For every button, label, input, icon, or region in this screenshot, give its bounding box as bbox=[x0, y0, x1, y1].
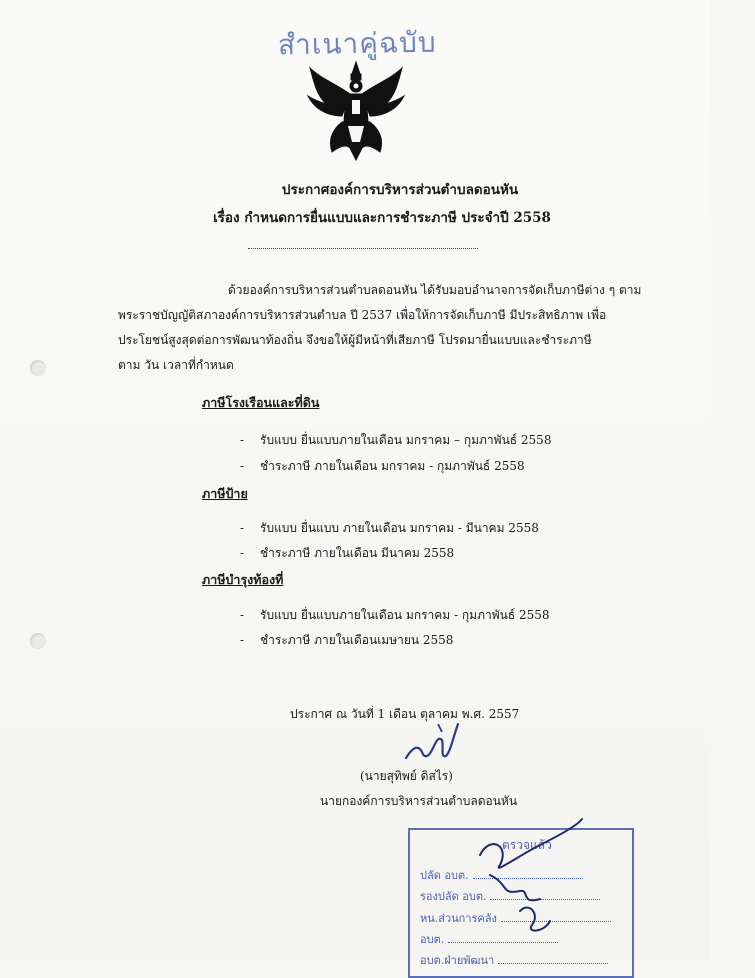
schedule-item: - ชำระภาษี ภายในเดือน มกราคม - กุมภาพันธ์ 2558 bbox=[240, 459, 525, 473]
schedule-item: - รับแบบ ยื่นแบบภายในเดือน มกราคม – กุมภาพันธ์ 2558 bbox=[240, 433, 552, 447]
garuda-emblem-icon bbox=[306, 60, 406, 162]
signatory-position: นายกองค์การบริหารส่วนตำบลดอนหัน bbox=[320, 794, 518, 808]
schedule-item: - รับแบบ ยื่นแบบภายในเดือน มกราคม - กุมภาพันธ์ 2558 bbox=[240, 608, 550, 622]
announcement-date: ประกาศ ณ วันที่ 1 เดือน ตุลาคม พ.ศ. 2557 bbox=[290, 707, 520, 721]
section-heading-property-tax: ภาษีโรงเรือนและที่ดิน bbox=[202, 395, 320, 410]
initials-scribble bbox=[460, 815, 610, 945]
section-heading-signboard-tax: ภาษีป้าย bbox=[202, 486, 248, 501]
approval-row: อบต. bbox=[420, 930, 558, 948]
signatory-name: (นายสุทิพย์ ดิสไร) bbox=[360, 769, 453, 783]
approval-row: รองปลัด อบต. bbox=[420, 887, 600, 905]
copy-stamp: สำเนาคู่ฉบับ bbox=[277, 25, 437, 62]
approval-stamp-heading: ตรวจแล้ว bbox=[502, 838, 552, 852]
announcement-title: ประกาศองค์การบริหารส่วนตำบลดอนหัน bbox=[281, 182, 519, 198]
body-paragraph-line: ประโยชน์สูงสุดต่อการพัฒนาท้องถิ่น จึงขอให้ผู้มีหน้าที่เสียภาษี โปรดมายื่นแบบและชำระภาษี bbox=[118, 333, 592, 347]
punch-hole bbox=[30, 360, 46, 376]
schedule-item: - ชำระภาษี ภายในเดือนเมษายน 2558 bbox=[240, 633, 454, 647]
body-paragraph-line: พระราชบัญญัติสภาองค์การบริหารส่วนตำบล ปี 2537 เพื่อให้การจัดเก็บภาษี มีประสิทธิภาพ เพื่อ bbox=[118, 308, 607, 322]
punch-hole bbox=[30, 633, 46, 649]
dotted-divider bbox=[248, 248, 478, 249]
section-heading-local-maintenance-tax: ภาษีบำรุงท้องที่ bbox=[202, 572, 284, 587]
approval-row: หน.ส่วนการคลัง bbox=[420, 909, 611, 927]
body-paragraph-line: ตาม วัน เวลาที่กำหนด bbox=[118, 358, 234, 372]
announcement-subject: เรื่อง กำหนดการยื่นแบบและการชำระภาษี ประจำปี 2558 bbox=[213, 210, 551, 226]
body-paragraph-line: ด้วยองค์การบริหารส่วนตำบลดอนหัน ได้รับมอบอำนาจการจัดเก็บภาษีต่าง ๆ ตาม bbox=[228, 283, 642, 297]
approval-row: อบต.ฝ่ายพัฒนา bbox=[420, 951, 608, 969]
signature bbox=[398, 718, 468, 768]
schedule-item: - ชำระภาษี ภายในเดือน มีนาคม 2558 bbox=[240, 546, 455, 560]
schedule-item: - รับแบบ ยื่นแบบ ภายในเดือน มกราคม - มีนาคม 2558 bbox=[240, 521, 539, 535]
approval-row: ปลัด อบต. bbox=[420, 866, 583, 884]
